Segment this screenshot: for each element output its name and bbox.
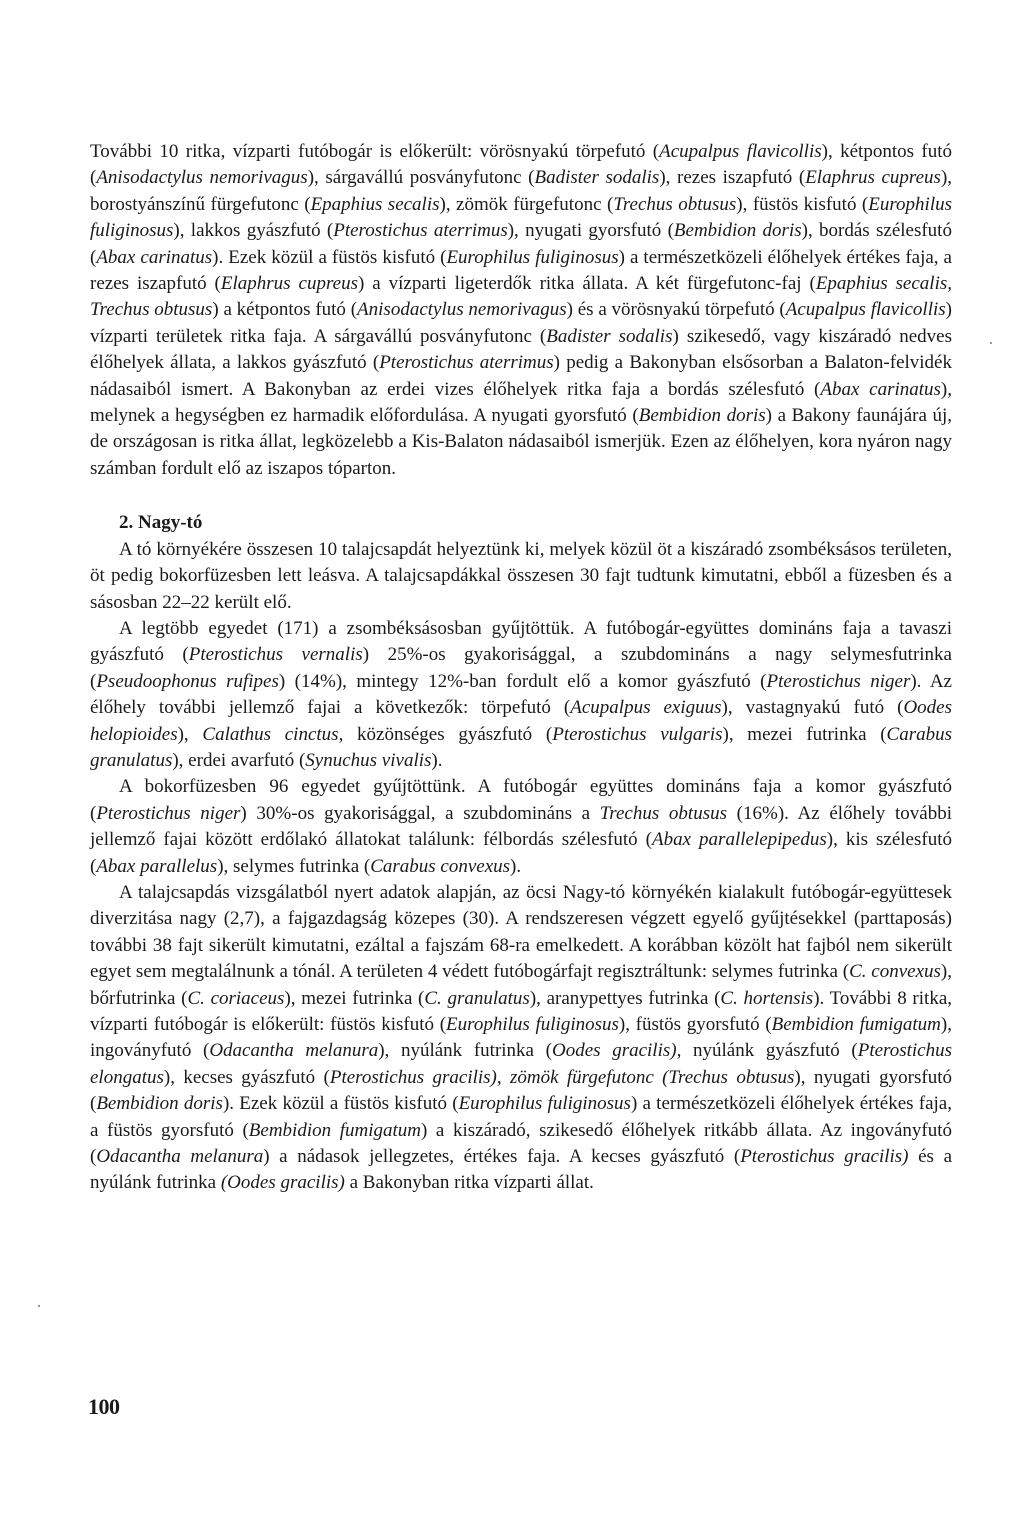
species-name: Abax parallelepipedus — [652, 829, 827, 851]
species-name: Acupalpus flavicollis — [659, 141, 822, 162]
text-run: ) 25%-os gyakorisággal, a szubdomináns a nagy selymesfutrinka ( — [90, 644, 952, 692]
species-name: Pterostichus gracilis) — [740, 1146, 909, 1168]
text-run: ) (14%), mintegy 12%-ban fordult elő a komor gyászfutó ( — [278, 670, 767, 692]
species-name: Carabus convexus — [370, 855, 511, 877]
species-name: Europhilus fuliginosus — [90, 193, 952, 242]
species-name: Pterostichus elongatus — [90, 1040, 953, 1088]
species-name: Pterostichus vernalis — [188, 644, 363, 666]
text-run: ), rezes iszapfutó ( — [659, 167, 806, 189]
text-run: ), lakkos gyászfutó ( — [173, 220, 334, 242]
species-name: Abax carinatus — [820, 378, 941, 400]
species-name: Synuchus vivalis — [305, 749, 432, 771]
paragraph-5 — [90, 880, 952, 1197]
text-run: ). Az élőhely további jellemző fajai a következők: törpefutó ( — [90, 670, 952, 719]
text-run: ) a kétpontos futó ( — [212, 299, 358, 321]
species-name: Oodes gracilis), — [551, 1040, 693, 1062]
species-name: Elaphrus cupreus — [805, 167, 941, 189]
species-name: Pterostichus aterrimus — [333, 220, 508, 242]
species-name: Abax parallelus — [96, 855, 218, 877]
species-name: Bembidion doris — [673, 220, 802, 242]
text-run: A legtöbb egyedet (171) a zsombéksásosban gyűjtöttük. A futóbogár-együttes domináns faja a tavaszi gyászfutó ( — [90, 617, 952, 666]
species-name: Calathus cinctus — [202, 723, 339, 745]
species-name: Elaphrus cupreus — [220, 273, 358, 295]
species-name: Europhilus fuliginosus — [446, 246, 619, 268]
species-name: Europhilus fuliginosus — [458, 1093, 631, 1115]
species-name: Acupalpus flavicollis — [785, 299, 946, 321]
species-name: Epaphius secalis, Trechus obtusus — [90, 273, 952, 321]
text-run: ), melynek a hegységben ez harmadik előfordulása. A nyugati gyorsfutó ( — [90, 378, 952, 427]
text-run: ), nyúlánk futrinka ( — [378, 1040, 552, 1062]
species-name: C. granulatus — [424, 987, 530, 1009]
text-run: ). — [431, 749, 443, 771]
text-run: ), sárgavállú posványfutonc ( — [307, 167, 535, 189]
species-name: Europhilus fuliginosus — [446, 1014, 619, 1035]
species-name: Trechus obtusus — [613, 193, 737, 215]
text-run: ), kecses gyászfutó ( — [163, 1066, 330, 1088]
text-run: ), aranypettyes futrinka ( — [529, 987, 721, 1009]
text-run: ), erdei avarfutó ( — [172, 749, 306, 771]
species-name: Badister sodalis — [534, 167, 660, 189]
text-run: ), borostyánszínű fürgefutonc ( — [90, 167, 953, 215]
text-run: és a nyúlánk futrinka — [90, 1146, 953, 1194]
text-run: ), selymes futrinka ( — [217, 855, 371, 877]
text-run: , közönséges gyászfutó ( — [338, 723, 553, 745]
section-heading: 2. Nagy-tó — [119, 512, 203, 534]
text-run: ) a Bakony faunájára új, de országosan is ritka állat, legközelebb a Kis-Balaton nádasaiból ismerjük. Ezen az élőhelyen, kora nyáron nagy számban fordult elő az iszapos tóparton. — [90, 405, 953, 479]
text-run: (16%). Az élőhely további jellemző fajai között erdőlakó állatokat találunk: félbordás szélesfutó ( — [90, 802, 952, 851]
scan-speck — [990, 342, 992, 344]
text-run: ), bordás szélesfutó ( — [90, 220, 952, 268]
text-run: ). Ezek közül a füstös kisfutó ( — [212, 246, 447, 268]
species-name: Oodes helopioides — [90, 697, 953, 745]
species-name: Abax carinatus — [96, 246, 213, 268]
text-run: ), bőrfutrinka ( — [90, 961, 952, 1009]
paragraph-1 — [90, 139, 952, 482]
text-run: ) a természetközeli élőhelyek értékes faja, a rezes iszapfutó ( — [90, 246, 952, 295]
scan-speck — [38, 1305, 40, 1307]
species-name: C. hortensis — [720, 987, 814, 1009]
text-run: ) és a vörösnyakú törpefutó ( — [566, 299, 786, 321]
species-name: C. convexus — [849, 961, 941, 983]
text-run: ) a kiszáradó, szikesedő élőhelyek ritkább állata. Az ingoványfutó ( — [90, 1119, 952, 1168]
text-run: ), füstös kisfutó ( — [736, 193, 869, 215]
species-name: Pterostichus gracilis), zömök fürgefutonc ( — [329, 1066, 669, 1088]
species-name: Bembidion fumigatum — [248, 1119, 421, 1141]
text-run: A talajcsapdás vizsgálatból nyert adatok alapján, az öcsi Nagy-tó környékén kialakult futóbogár-együttesek diverzitása nagy (2,7), a fajgazdagság közepes (30). A rendszeresen végzett egyelő gyűjtésekkel (parttaposás) további 38 fajt sikerült kimutatni, ezáltal a fajszám 68-ra emelkedett. A korábban közölt hat fajból nem sikerült egyet sem megtalálnunk a tónál. A területen 4 védett futóbogárfajt regisztráltunk: selymes futrinka ( — [90, 881, 952, 983]
text-run: a Bakonyban ritka vízparti állat. — [344, 1172, 594, 1194]
species-name: Pterostichus vulgaris — [552, 723, 723, 745]
species-name: Anisodactylus nemorivagus — [357, 299, 567, 321]
paragraph-3 — [90, 616, 952, 774]
text-run: ), füstös gyorsfutó ( — [618, 1014, 772, 1035]
text-run: ) a természetközeli élőhelyek értékes faja, a füstös gyorsfutó ( — [90, 1093, 952, 1141]
species-name: Badister sodalis — [546, 325, 673, 347]
species-name: Trechus obtusus — [599, 802, 727, 824]
text-run: ) szikesedő, vagy kiszáradó nedves élőhelyek állata, a lakkos gyászfutó ( — [90, 325, 952, 374]
text-run: ), kétpontos futó ( — [90, 141, 952, 189]
text-run: ), zömök fürgefutonc ( — [439, 193, 614, 215]
page-body — [90, 139, 952, 1197]
text-run: ), nyugati gyorsfutó ( — [507, 220, 674, 242]
species-name: Odacantha melanura — [96, 1146, 264, 1168]
text-run: ) a nádasok jellegzetes, értékes faja. A kecses gyászfutó ( — [263, 1146, 741, 1168]
species-name: Pterostichus aterrimus — [379, 352, 554, 374]
text-run: ), mezei futrinka ( — [722, 723, 887, 745]
text-run: ) pedig a Bakonyban elsősorban a Balaton-felvidék nádasaiból ismert. A Bakonyban az erdei vizes élőhelyek ritka faja a bordás szélesfutó ( — [90, 352, 952, 400]
text-run: ), vastagnyakú futó ( — [721, 697, 904, 719]
text-run: ). Ezek közül a füstös kisfutó ( — [222, 1093, 459, 1115]
species-name: Pterostichus niger — [96, 802, 241, 824]
species-name: Anisodactylus nemorivagus — [96, 167, 308, 189]
paragraph-2 — [90, 537, 952, 616]
species-name: Pseudoophonus rufipes — [96, 670, 279, 692]
text-run: ) 30%-os gyakorisággal, a szubdomináns a — [240, 802, 600, 824]
text-run: ), ingoványfutó ( — [90, 1014, 952, 1062]
text-run: ), kis szélesfutó ( — [90, 829, 952, 877]
paragraph-4 — [90, 774, 952, 880]
species-name: Odacantha melanura — [209, 1040, 379, 1062]
text-run: A bokorfüzesben 96 egyedet gyűjtöttünk. A futóbogár együttes domináns faja a komor gyászfutó ( — [90, 776, 952, 824]
species-name: Bembidion doris — [96, 1093, 223, 1115]
species-name: Epaphius secalis — [310, 193, 440, 215]
species-name: Bembidion doris — [638, 405, 766, 427]
text-run: ), mezei futrinka ( — [284, 987, 425, 1009]
text-run: ). — [510, 855, 522, 877]
text-run: ) a vízparti ligeterdők ritka állata. A két fürgefutonc-faj ( — [357, 273, 816, 295]
section-gap — [90, 482, 952, 510]
species-name: Acupalpus exiguus — [570, 697, 722, 719]
page-number: 100 — [88, 1394, 120, 1419]
species-name: Trechus obtusus — [668, 1066, 795, 1088]
text-run: További 10 ritka, vízparti futóbogár is előkerült: vörösnyakú törpefutó ( — [90, 141, 660, 162]
species-name: C. coriaceus — [187, 987, 285, 1009]
species-name: Carabus granulatus — [90, 723, 953, 771]
text-run: nyúlánk gyászfutó ( — [692, 1040, 858, 1062]
text-run: ) vízparti területek ritka faja. A sárgavállú posványfutonc ( — [90, 299, 952, 347]
text-run: A tó környékére összesen 10 talajcsapdát helyeztünk ki, melyek közül öt a kiszáradó zsombéksásos területen, öt pedig bokorfüzesben lett leásva. A talajcsapdákkal összesen 30 fajt tudtunk kimutatni, ebből a füzesben és a sásosban 22–22 került elő. — [90, 538, 952, 613]
text-run: ), — [177, 723, 203, 745]
text-run: ). További 8 ritka, vízparti futóbogár is előkerült: füstös kisfutó ( — [90, 987, 952, 1035]
text-run: ), nyugati gyorsfutó ( — [90, 1066, 953, 1115]
species-name: Bembidion fumigatum — [771, 1014, 941, 1035]
species-name: Pterostichus niger — [766, 670, 911, 692]
species-name: (Oodes gracilis) — [220, 1172, 345, 1194]
